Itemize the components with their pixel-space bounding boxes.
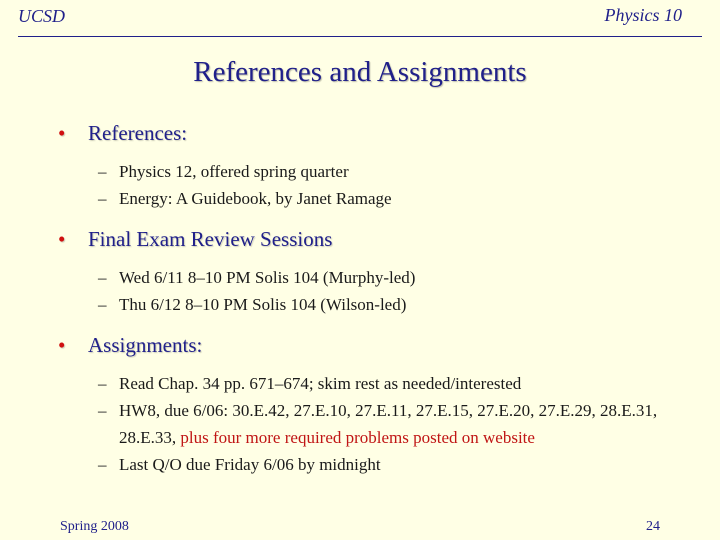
list-item-text: Energy: A Guidebook, by Janet Ramage: [119, 189, 392, 208]
header-course: UCSD: [18, 6, 66, 26]
review-sessions-list: [58, 264, 690, 318]
bullet-dot: •: [58, 121, 66, 145]
header-divider: [18, 36, 702, 37]
list-item: [90, 158, 690, 185]
header-subject: Physics 10: [604, 5, 682, 25]
assignments-list: [58, 370, 690, 478]
bullet-heading: Final Exam Review Sessions: [88, 227, 333, 251]
bullet-heading: References:: [88, 121, 188, 145]
dash-mark: –: [98, 162, 107, 181]
dash-mark: –: [98, 295, 107, 314]
list-item: [90, 451, 690, 478]
slide-title: References and Assignments: [193, 56, 527, 88]
bullet-dot: •: [58, 333, 66, 357]
list-item-text: HW8, due 6/06: 30.E.42, 27.E.10, 27.E.11, 27.E.15, 27.E.20, 27.E.29, 28.E.31, 28.E.33,: [119, 401, 658, 447]
dash-mark: –: [98, 455, 107, 474]
list-item-text: Thu 6/12 8–10 PM Solis 104 (Wilson-led): [119, 295, 407, 314]
list-item-text: Last Q/O due Friday 6/06 by midnight: [119, 455, 381, 474]
dash-mark: –: [98, 374, 107, 393]
required-problems-note: plus four more required problems posted on website: [180, 428, 535, 447]
list-item: [90, 291, 690, 318]
slide-body: [58, 120, 690, 492]
dash-mark: –: [98, 189, 107, 208]
bullet-dot: •: [58, 227, 66, 251]
bullet-assignments: [58, 332, 690, 358]
dash-mark: –: [98, 401, 107, 420]
references-list: [58, 158, 690, 212]
bullet-heading: Assignments:: [88, 333, 203, 357]
dash-mark: –: [98, 268, 107, 287]
list-item-text: Physics 12, offered spring quarter: [119, 162, 349, 181]
list-item-text: Wed 6/11 8–10 PM Solis 104 (Murphy-led): [119, 268, 416, 287]
footer-term: Spring 2008: [60, 519, 129, 534]
bullet-references: [58, 120, 690, 146]
list-item: [90, 264, 690, 291]
list-item-text: Read Chap. 34 pp. 671–674; skim rest as needed/interested: [119, 374, 522, 393]
list-item: [90, 397, 690, 451]
bullet-review-sessions: [58, 226, 690, 252]
list-item: [90, 185, 690, 212]
list-item: [90, 370, 690, 397]
page-number: 24: [646, 519, 660, 534]
